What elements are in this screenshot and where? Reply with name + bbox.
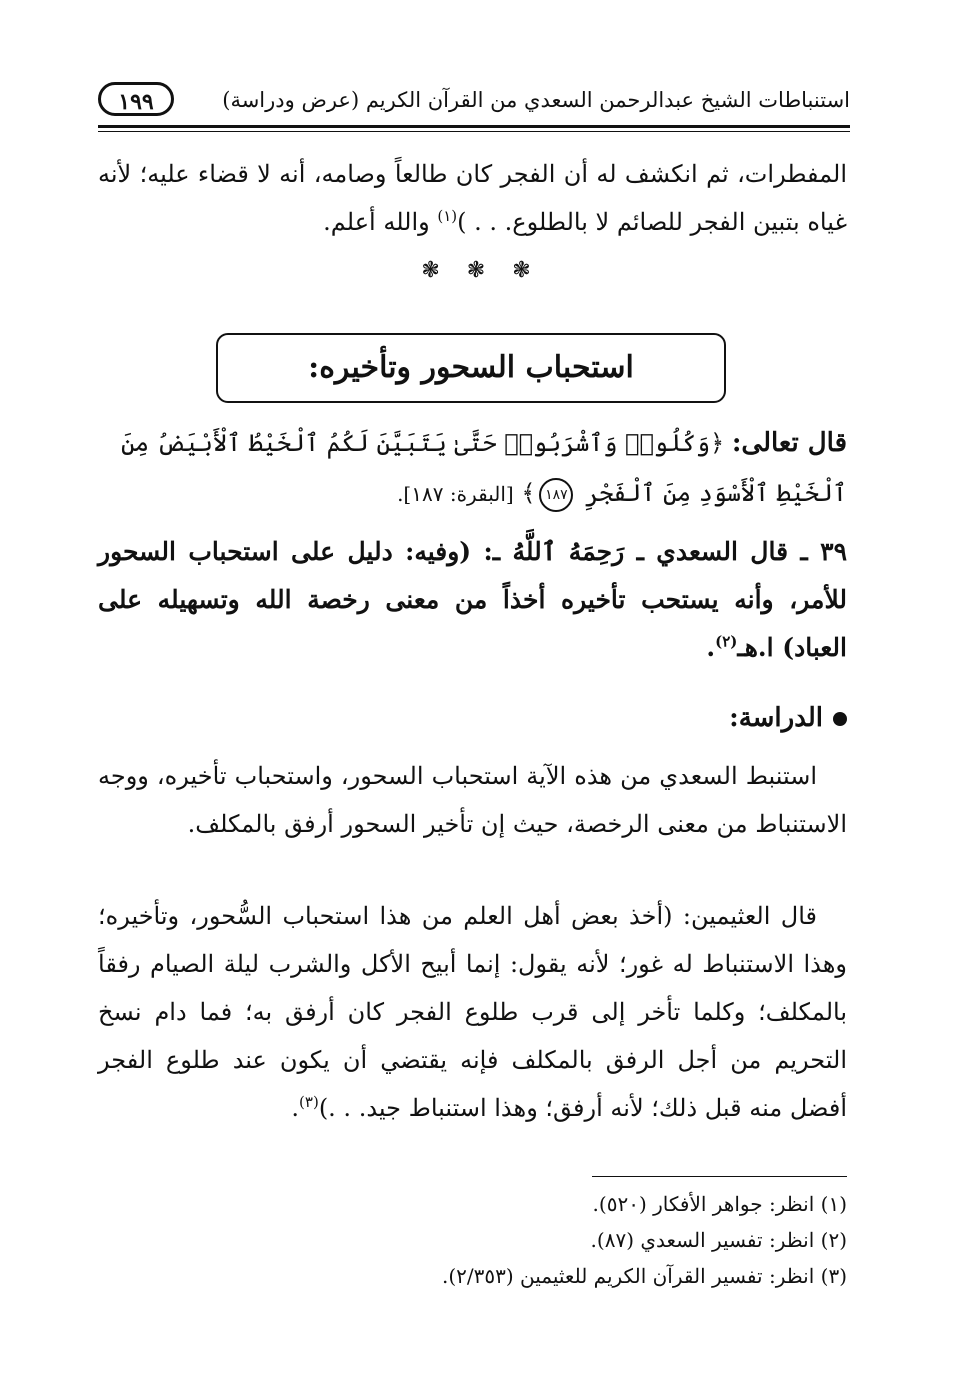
quran-verse xyxy=(98,418,847,519)
quote-end: . xyxy=(706,633,716,662)
footnote-separator xyxy=(592,1176,847,1177)
intro-end: والله أعلم. xyxy=(323,208,438,236)
footnotes xyxy=(442,1186,847,1294)
section-ornament: ❃ ❃ ❃ xyxy=(421,258,541,283)
verse-text: ﴿وَكُلُوا۟ وَٱشْرَبُوا۟ حَتَّىٰ يَتَبَيَّنَ لَكُمُ ٱلْخَيْطُ ٱلْأَبْيَضُ مِنَ ٱلْخَيْطِ ٱلْأَسْوَدِ مِنَ ٱلْفَجْرِ xyxy=(120,429,847,507)
verse-speaker: قال تعالى: xyxy=(731,428,847,458)
study-paragraph-2-text: قال العثيمين: (أخذ بعض أهل العلم من هذا استحباب السُّحور، وتأخيره؛ وهذا الاستنباط له غور؛ لأنه يقول: إنما أبيح الأكل والشرب ليلة الصيام رفقاً بالمكلف؛ وكلما تأخر إلى قرب طلوع الفجر كان أرفق به؛ فما دام نسخ التحريم من أجل الرفق بالمكلف فإنه يقتضي أن يكون عند طلوع الفجر أفضل منه قبل ذلك؛ لأنه أرفق؛ وهذا استنباط جيد. . .) xyxy=(98,902,847,1122)
study-paragraph-2-end: . xyxy=(291,1094,300,1122)
verse-reference: [البقرة: ١٨٧]. xyxy=(397,482,514,506)
footnote-2: (٢) انظر: تفسير السعدي (٨٧). xyxy=(590,1228,847,1252)
footnote-ref-3: (٣) xyxy=(299,1093,319,1111)
intro-paragraph xyxy=(98,150,847,246)
study-heading-text: الدراسة: xyxy=(729,703,823,733)
intro-text: المفطرات، ثم انكشف له أن الفجر كان طالعاً وصامه، أنه لا قضاء عليه؛ لأنه غياه بتبين الفجر للصائم لا بالطلوع. . . ) xyxy=(98,160,847,236)
study-heading xyxy=(729,703,847,733)
footnote-ref-1: (١) xyxy=(437,207,458,225)
running-title: استنباطات الشيخ عبدالرحمن السعدي من القرآن الكريم (عرض ودراسة) xyxy=(222,88,850,112)
section-title: استحباب السحور وتأخيره: xyxy=(308,350,634,385)
footnote-1: (١) انظر: جواهر الأفكار (٥٢٠). xyxy=(592,1192,847,1216)
ayah-number-mark: ١٨٧ xyxy=(539,478,573,512)
page-header xyxy=(98,78,850,124)
quote-text: ٣٩ ـ قال السعدي ـ رَحِمَهُ ٱللَّهُ ـ: (وفيه: دليل على استحباب السحور للأمر، وأنه يستحب تأخيره أخذاً من معنى رخصة الله وتسهيله على العباد) ا.هـ xyxy=(98,537,847,662)
bullet-icon xyxy=(833,712,847,726)
page-number: ١٩٩ xyxy=(98,82,174,116)
verse-close: ﴾ xyxy=(521,479,536,507)
study-paragraph-2 xyxy=(98,892,847,1132)
footnote-3: (٣) انظر: تفسير القرآن الكريم للعثيمين (٢/٣٥٣). xyxy=(441,1264,847,1288)
section-title-box xyxy=(216,333,726,403)
study-paragraph-1: استنبط السعدي من هذه الآية استحباب السحور، واستحباب تأخيره، ووجه الاستنباط من معنى الرخصة، حيث إن تأخير السحور أرفق بالمكلف. xyxy=(98,762,847,838)
header-rule-thick xyxy=(98,125,850,128)
footnote-ref-2: (٢) xyxy=(715,632,738,651)
header-rule-thin xyxy=(98,131,850,132)
sadi-quote xyxy=(98,528,847,672)
